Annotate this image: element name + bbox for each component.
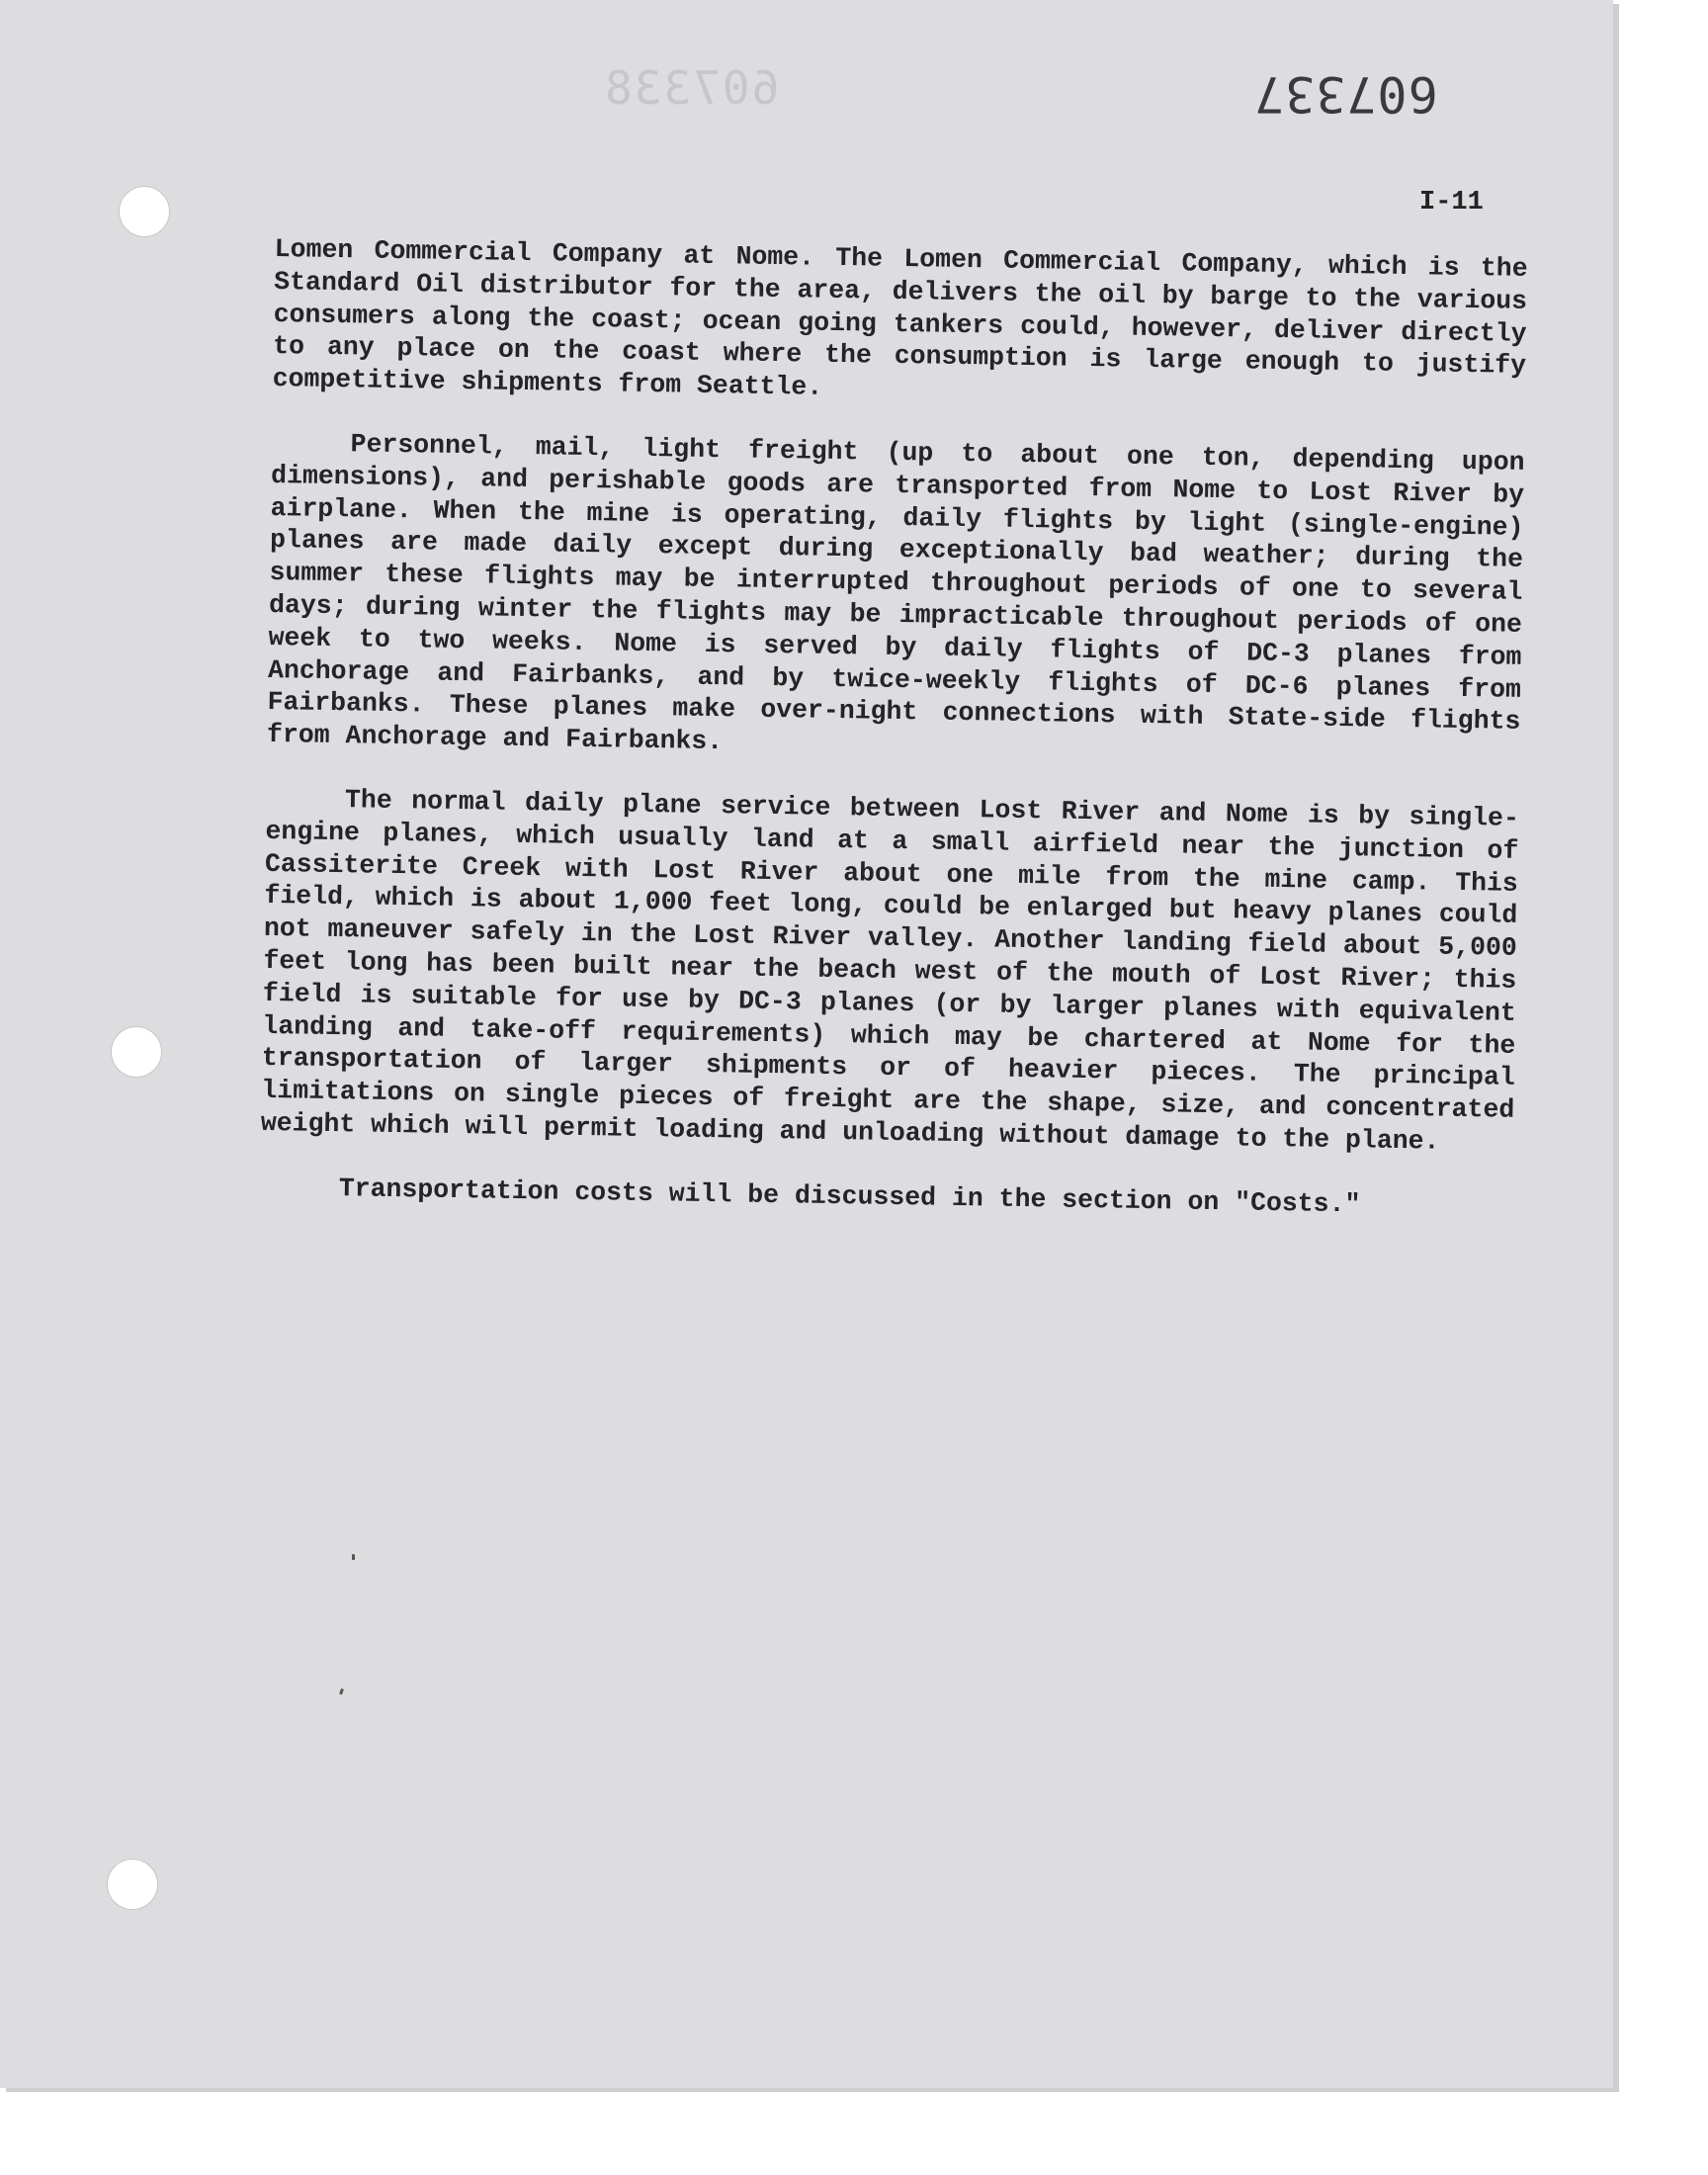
punch-hole-bottom: [107, 1859, 158, 1910]
bleed-through-number: 607338: [603, 61, 780, 115]
punch-hole-top: [119, 186, 170, 237]
paragraph-4: Transportation costs will be discussed in the section on "Costs.": [338, 1173, 1361, 1220]
paragraph-2: Personnel, mail, light freight (up to about one ton, depending upon dimensions), and perishable goods are transported from Nome to Lost River by airplane. When the mine is operating, daily flights by light (single-engine) planes are made daily except during exceptionally bad weather; during the summer these flights may be interrupted throughout periods of one to several days; during winter the flights may be impracticable throughout periods of one week to two weeks. Nome is served by daily flights of DC-3 planes from Anchorage and Fairbanks, and by twice-weekly flights of DC-6 planes from Fairbanks. These planes make over-night connections with State-side flights from Anchorage and Fairbanks.: [266, 429, 1525, 757]
punch-hole-middle: [111, 1026, 162, 1078]
document-stamp-number: 607337: [1253, 65, 1438, 123]
document-body: [259, 233, 1528, 1255]
stray-mark: [352, 1554, 355, 1560]
paragraph-1: Lomen Commercial Company at Nome. The Lomen Commercial Company, which is the Standard Oil distributor for the area, delivers the oil by barge to the various consumers along the coast; ocean going tankers could, however, deliver directly to any place on the coast where the consumption is large enough to justify competitive shipments from Seattle.: [272, 233, 1528, 402]
paragraph-3: The normal daily plane service between Lost River and Nome is by single-engine planes, which usually land at a small airfield near the junction of Cassiterite Creek with Lost River about one mile from the mine camp. This field, which is about 1,000 feet long, could be enlarged but heavy planes could not maneuver safely in the Lost River valley. Another landing field about 5,000 feet long has been built near the beach west of the mouth of Lost River; this field is suitable for use by DC-3 planes (or by larger planes with equivalent landing and take-off requirements) which may be chartered at Nome for the transportation of larger shipments or of heavier pieces. The principal limitations on single pieces of freight are the shape, size, and concentrated weight which will permit loading and unloading without damage to the plane.: [260, 785, 1520, 1157]
page-number: I-11: [1419, 188, 1484, 218]
stray-mark: [339, 1689, 344, 1696]
